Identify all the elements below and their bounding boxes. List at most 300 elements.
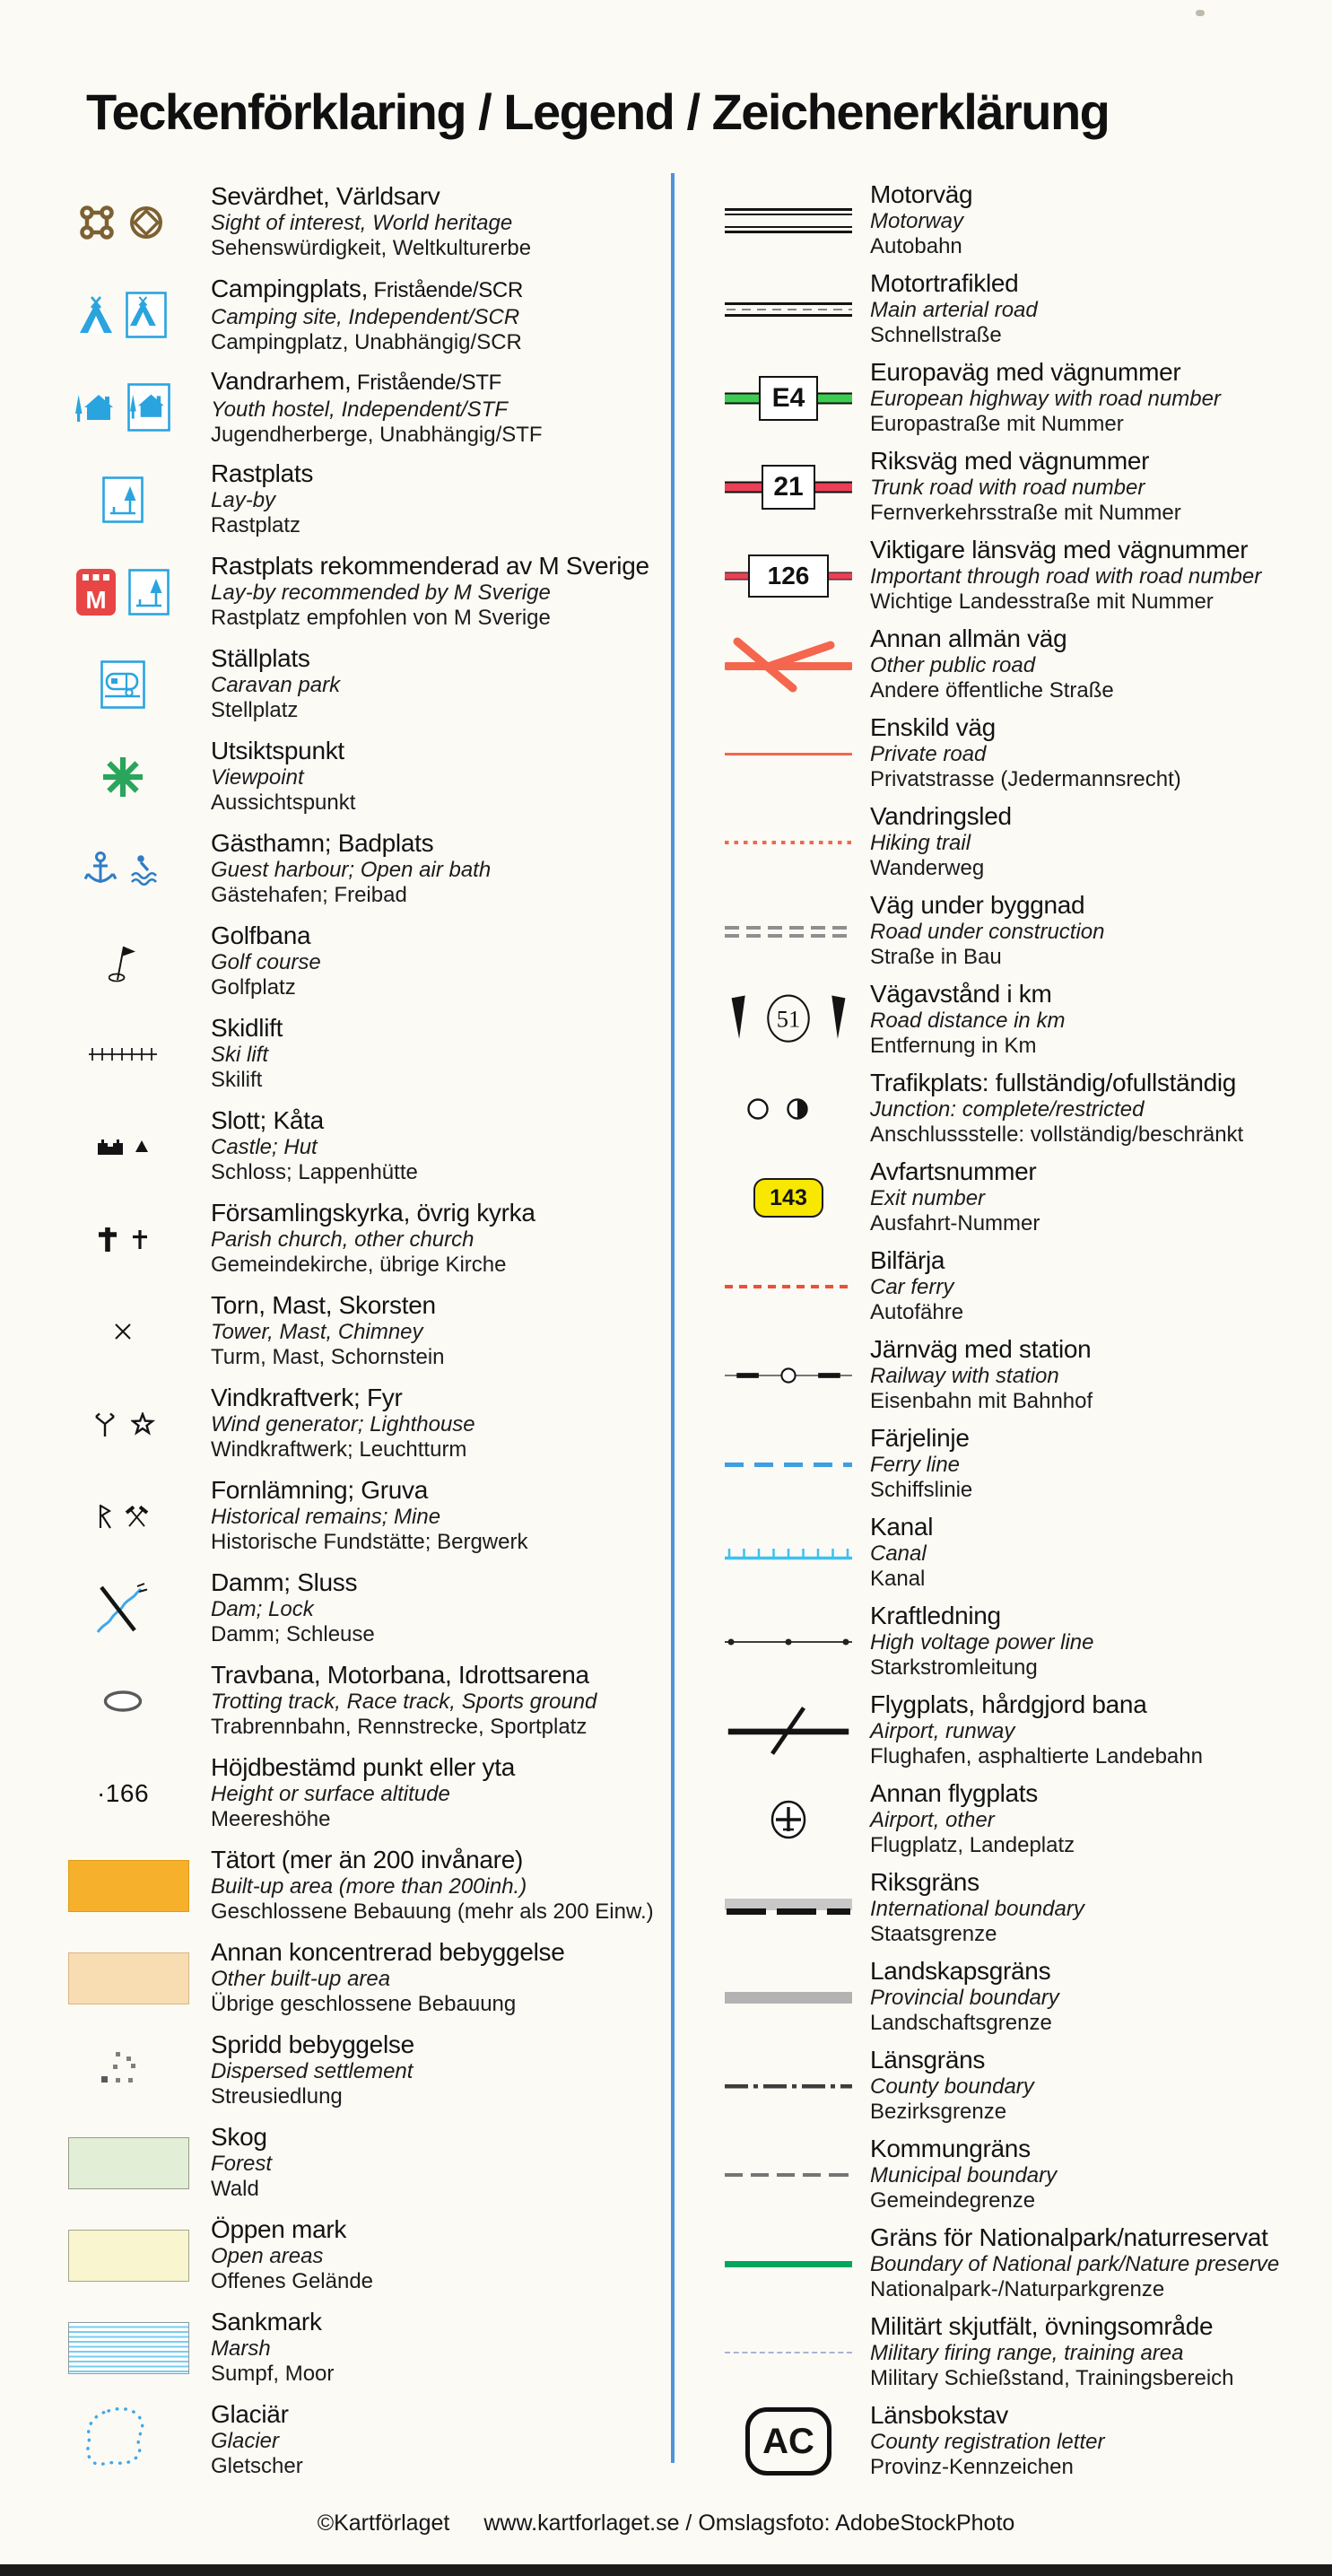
label-german: Autofähre [870, 1300, 964, 1324]
legend-item-labels [870, 1334, 1093, 1414]
legend-item-other-public-road [725, 622, 1326, 708]
label-english: Glacier [211, 2429, 280, 2453]
label-swedish: Sankmark [211, 2308, 322, 2336]
intl-boundary-icon [725, 1865, 852, 1952]
legend-item-labels [211, 458, 313, 538]
road-number-badge: E4 [759, 376, 818, 421]
legend-item-labels [870, 712, 1181, 792]
legend-item-lay-by-m-sverige [56, 549, 666, 635]
swatch-forest-icon [56, 2120, 190, 2206]
label-german: Schiffslinie [870, 1478, 973, 1502]
legend-item-labels [211, 1105, 418, 1185]
label-english: Important through road with road number [870, 564, 1262, 589]
label-swedish: Motorväg [870, 180, 973, 208]
label-swedish: Färjelinje [870, 1424, 970, 1452]
label-swedish: Rastplats [211, 459, 314, 487]
military-icon [725, 2310, 852, 2396]
swatch-builtup-icon [56, 1843, 190, 1929]
page-bottom-edge [0, 2564, 1332, 2576]
label-swedish: Viktigare länsväg med vägnummer [870, 536, 1249, 563]
label-swedish: Landskapsgräns [870, 1957, 1051, 1985]
legend-item-ferry-line [725, 1421, 1326, 1507]
exit-icon [725, 1155, 852, 1241]
legend-item-labels [211, 181, 531, 261]
label-english: Trunk road with road number [870, 476, 1145, 500]
label-swedish: Höjdbestämd punkt eller yta [211, 1753, 515, 1781]
legend-item-labels [211, 2399, 303, 2479]
legend-item-labels [211, 1937, 564, 2017]
label-german: Trabrennbahn, Rennstrecke, Sportplatz [211, 1715, 588, 1739]
legend-item-trunk-road [725, 444, 1326, 530]
label-english: Golf course [211, 950, 321, 974]
label-swedish: Sevärdhet, Världsarv [211, 182, 440, 210]
legend-item-labels [211, 1383, 475, 1463]
sports-oval-icon [56, 1658, 190, 1744]
label-english: Youth hostel, Independent/STF [211, 397, 508, 422]
legend-item-municipal-boundary [725, 2132, 1326, 2218]
label-english: Lay-by [211, 488, 276, 512]
legend-item-church [56, 1196, 666, 1282]
label-swedish: Kanal [870, 1513, 934, 1541]
label-english: Castle; Hut [211, 1135, 318, 1159]
label-english: Historical remains; Mine [211, 1505, 441, 1529]
legend-item-viewpoint [56, 734, 666, 820]
powerline-icon [725, 1599, 852, 1685]
label-german: Gästehafen; Freibad [211, 883, 407, 907]
canal-icon [725, 1510, 852, 1596]
label-swedish: Församlingskyrka, övrig kyrka [211, 1199, 535, 1227]
runway-icon [725, 1688, 852, 1774]
tower-mast-icon [56, 1288, 190, 1375]
label-swedish-suffix: Fristående/SCR [368, 278, 523, 302]
label-english: County boundary [870, 2074, 1034, 2099]
legend-item-tower-mast-chimney [56, 1288, 666, 1375]
label-german: Military Schießstand, Trainingsbereich [870, 2366, 1234, 2390]
label-german: Übrige geschlossene Bebauung [211, 1992, 517, 2016]
label-swedish: Vandrarhem, Fristående/STF [211, 367, 502, 395]
railway-icon [725, 1332, 852, 1419]
label-english: Road under construction [870, 920, 1105, 944]
label-swedish: Avfartsnummer [870, 1157, 1037, 1185]
legend-item-labels [870, 1068, 1243, 1148]
label-german: Wanderweg [870, 856, 985, 880]
legend-item-labels [211, 1198, 535, 1278]
legend-item-guest-harbour-bath [56, 826, 666, 913]
label-german: Europastraße mit Nummer [870, 412, 1124, 436]
label-german: Schloss; Lappenhütte [211, 1160, 418, 1184]
legend-item-labels [211, 2122, 272, 2202]
label-german: Landschaftsgrenze [870, 2011, 1052, 2035]
label-english: Motorway [870, 209, 964, 233]
label-german: Bezirksgrenze [870, 2100, 1007, 2124]
label-german: Historische Fundstätte; Bergwerk [211, 1530, 528, 1554]
legend-item-labels [211, 1660, 596, 1740]
label-german: Kanal [870, 1567, 926, 1591]
legend-item-dispersed-settlement [56, 2028, 666, 2114]
legend-item-built-up-area [56, 1843, 666, 1929]
legend-item-labels [870, 535, 1261, 615]
label-german: Staatsgrenze [870, 1922, 997, 1946]
label-german: Sehenswürdigkeit, Weltkulturerbe [211, 236, 532, 260]
label-swedish-suffix: Fristående/STF [351, 371, 502, 395]
label-swedish: Militärt skjutfält, övningsområde [870, 2312, 1214, 2340]
label-swedish: Riksväg med vägnummer [870, 447, 1150, 475]
label-english: Airport, runway [870, 1719, 1015, 1743]
county-letter-icon [725, 2398, 852, 2484]
scan-artifact-dot [1196, 10, 1205, 16]
label-english: Caravan park [211, 673, 341, 697]
column-divider-line [671, 173, 675, 2463]
label-english: Built-up area (more than 200inh.) [211, 1874, 527, 1899]
page-title: Teckenförklaring / Legend / Zeichenerklärung [86, 83, 1110, 140]
label-english: Parish church, other church [211, 1227, 474, 1252]
legend-item-sports-ground [56, 1658, 666, 1744]
label-swedish: Europaväg med vägnummer [870, 358, 1181, 386]
label-swedish: Gräns för Nationalpark/naturreservat [870, 2223, 1268, 2251]
label-german: Nationalpark-/Naturparkgrenze [870, 2277, 1165, 2301]
label-german: Ausfahrt-Nummer [870, 1211, 1040, 1236]
label-german: Fernverkehrsstraße mit Nummer [870, 501, 1181, 525]
legend-item-castle-hut [56, 1104, 666, 1190]
carferry-icon [725, 1244, 852, 1330]
label-german: Autobahn [870, 234, 962, 258]
label-swedish: Motortrafikled [870, 269, 1019, 297]
label-swedish: Travbana, Motorbana, Idrottsarena [211, 1661, 589, 1689]
label-english: Canal [870, 1541, 927, 1566]
skilift-icon [56, 1011, 190, 1097]
label-english: Exit number [870, 1186, 986, 1210]
label-english: Height or surface altitude [211, 1782, 450, 1806]
municipal-boundary-icon [725, 2132, 852, 2218]
label-german: Aussichtspunkt [211, 790, 356, 815]
label-german: Anschlussstelle: vollständig/beschränkt [870, 1122, 1244, 1147]
label-swedish: Tätort (mer än 200 invånare) [211, 1846, 523, 1873]
construction-icon [725, 888, 852, 974]
legend-item-camping-site [56, 272, 666, 358]
label-german: Eisenbahn mit Bahnhof [870, 1389, 1093, 1413]
svg-text:M: M [85, 586, 107, 614]
legend-item-open-land [56, 2213, 666, 2299]
label-german: Starkstromleitung [870, 1655, 1038, 1680]
legend-item-labels [870, 1601, 1093, 1681]
legend-item-labels [211, 921, 321, 1000]
legend-item-through-road [725, 533, 1326, 619]
label-english: Ferry line [870, 1453, 961, 1477]
label-english: Airport, other [870, 1808, 995, 1832]
legend-item-european-highway [725, 355, 1326, 441]
road-red-thin-icon [725, 533, 852, 619]
label-swedish: Utsiktspunkt [211, 737, 344, 764]
label-german: Geschlossene Bebauung (mehr als 200 Einw.) [211, 1899, 654, 1924]
legend-item-labels [211, 1475, 527, 1555]
legend-item-airport-runway [725, 1688, 1326, 1774]
legend-item-labels [211, 828, 491, 908]
label-english: Camping site, Independent/SCR [211, 305, 520, 329]
footer-info: www.kartforlaget.se / Omslagsfoto: AdobeStockPhoto [483, 2511, 1015, 2536]
legend-item-ski-lift [56, 1011, 666, 1097]
label-german: Gemeindekirche, übrige Kirche [211, 1253, 507, 1277]
label-swedish: Kraftledning [870, 1602, 1001, 1629]
legend-item-labels [870, 1157, 1040, 1236]
label-english: Other built-up area [211, 1967, 391, 1991]
label-swedish: Bilfärja [870, 1246, 945, 1274]
label-swedish: Golfbana [211, 921, 311, 949]
label-german: Straße in Bau [870, 945, 1002, 969]
legend-item-provincial-boundary [725, 1954, 1326, 2040]
swatch-peach-icon [56, 1935, 190, 2022]
label-swedish: Länsgräns [870, 2046, 986, 2074]
legend-item-labels [870, 624, 1114, 703]
ferryline-icon [725, 1421, 852, 1507]
church-icon [56, 1196, 190, 1282]
legend-item-sight-world-heritage [56, 179, 666, 266]
label-swedish: Annan flygplats [870, 1779, 1038, 1807]
label-swedish: Vägavstånd i km [870, 980, 1052, 1008]
label-swedish: Flygplats, hårdgjord bana [870, 1690, 1147, 1718]
camping-icon [56, 272, 190, 358]
label-german: Sumpf, Moor [211, 2362, 335, 2386]
legend-item-labels [870, 179, 972, 259]
label-english: Viewpoint [211, 765, 304, 790]
label-swedish: Vandringsled [870, 802, 1012, 830]
label-english: Ski lift [211, 1043, 269, 1067]
label-german: Rastplatz [211, 513, 301, 537]
label-english: Open areas [211, 2244, 324, 2268]
legend-item-labels [211, 2214, 373, 2294]
label-swedish: Damm; Sluss [211, 1568, 358, 1596]
legend-item-labels [211, 1290, 445, 1370]
label-swedish: Skidlift [211, 1014, 283, 1042]
road-number-badge: 21 [762, 465, 815, 510]
legend-item-canal [725, 1510, 1326, 1596]
label-german: Entfernung in Km [870, 1034, 1037, 1058]
legend-item-forest [56, 2120, 666, 2206]
legend-item-county-boundary [725, 2043, 1326, 2129]
label-swedish: Vindkraftverk; Fyr [211, 1384, 403, 1411]
legend-item-junction [725, 1066, 1326, 1152]
label-german: Windkraftwerk; Leuchtturm [211, 1437, 467, 1462]
label-german: Privatstrasse (Jedermannsrecht) [870, 767, 1181, 791]
label-swedish: Slott; Kåta [211, 1106, 324, 1134]
legend-item-wind-generator-lighthouse [56, 1381, 666, 1467]
legend-item-hiking-trail [725, 799, 1326, 886]
dispersed-icon [56, 2028, 190, 2114]
legend-item-labels [211, 1845, 654, 1925]
distance-icon [725, 977, 852, 1063]
label-english: Trotting track, Race track, Sports ground [211, 1690, 597, 1714]
remains-mine-icon [56, 1473, 190, 1559]
legend-item-private-road [725, 711, 1326, 797]
label-german: Skilift [211, 1068, 263, 1092]
label-german: Meereshöhe [211, 1807, 331, 1831]
castle-hut-icon [56, 1104, 190, 1190]
viewpoint-icon [56, 734, 190, 820]
label-english: European highway with road number [870, 387, 1221, 411]
label-german: Gletscher [211, 2454, 303, 2478]
prov-boundary-icon [725, 1954, 852, 2040]
legend-item-labels [211, 1752, 515, 1832]
label-swedish: Järnväg med station [870, 1335, 1092, 1363]
label-swedish: Öppen mark [211, 2215, 347, 2243]
label-english: Boundary of National park/Nature preserve [870, 2252, 1280, 2276]
legend-item-labels [870, 2311, 1234, 2391]
legend-item-labels [870, 1867, 1084, 1947]
label-swedish: Kommungräns [870, 2135, 1031, 2162]
airport-other-icon [725, 1777, 852, 1863]
label-german: Gemeindegrenze [870, 2188, 1036, 2213]
legend-item-dam-lock [56, 1566, 666, 1652]
legend-item-labels [870, 2134, 1057, 2214]
label-swedish: Torn, Mast, Skorsten [211, 1291, 436, 1319]
legend-item-youth-hostel [56, 364, 666, 450]
height-point-icon [56, 1751, 190, 1837]
other-road-icon [725, 622, 852, 708]
label-german: Damm; Schleuse [211, 1622, 375, 1646]
legend-item-labels [870, 1512, 933, 1592]
junction-icon [725, 1066, 852, 1152]
label-german: Golfplatz [211, 975, 296, 1000]
swatch-marsh-icon [56, 2305, 190, 2391]
legend-item-labels [870, 801, 1012, 881]
label-english: International boundary [870, 1897, 1084, 1921]
label-english: Tower, Mast, Chimney [211, 1320, 423, 1344]
label-english: Lay-by recommended by M Sverige [211, 581, 551, 605]
legend-item-labels [870, 1423, 972, 1503]
dam-lock-icon [56, 1566, 190, 1652]
label-english: Junction: complete/restricted [870, 1097, 1145, 1122]
legend-item-labels [870, 1778, 1075, 1858]
label-english: Other public road [870, 653, 1036, 677]
label-german: Stellplatz [211, 698, 299, 722]
label-swedish: Campingplats, Fristående/SCR [211, 275, 523, 302]
label-english: Dam; Lock [211, 1597, 314, 1621]
exit-number-badge: 143 [753, 1178, 823, 1218]
road-green-icon [725, 355, 852, 441]
height-value: ·166 [96, 1779, 150, 1807]
legend-item-labels [211, 1567, 375, 1647]
legend-item-arterial-road [725, 266, 1326, 353]
legend-item-remains-mine [56, 1473, 666, 1559]
legend-item-national-park-boundary [725, 2221, 1326, 2307]
label-german: Andere öffentliche Straße [870, 678, 1114, 703]
hiking-icon [725, 799, 852, 886]
label-german: Jugendherberge, Unabhängig/STF [211, 423, 543, 447]
label-swedish: Enskild väg [870, 713, 996, 741]
label-english: Forest [211, 2152, 273, 2176]
legend-item-other-built-up-area [56, 1935, 666, 2022]
label-english: Guest harbour; Open air bath [211, 858, 492, 882]
footer-copyright: ©Kartförlaget [317, 2511, 450, 2536]
county-letter-badge: AC [745, 2407, 831, 2476]
legend-item-glacier [56, 2397, 666, 2484]
layby-icon [56, 457, 190, 543]
swatch-open-icon [56, 2213, 190, 2299]
footer [0, 2511, 1332, 2537]
label-swedish: Ställplats [211, 644, 310, 672]
sight-worldheritage-icon [56, 179, 190, 266]
label-english: Railway with station [870, 1364, 1059, 1388]
legend-item-military-area [725, 2310, 1326, 2396]
label-english: Wind generator; Lighthouse [211, 1412, 475, 1436]
label-english: Car ferry [870, 1275, 954, 1299]
label-english: High voltage power line [870, 1630, 1094, 1655]
legend-item-labels [870, 1690, 1203, 1769]
label-english: Road distance in km [870, 1009, 1066, 1033]
caravan-icon [56, 642, 190, 728]
label-swedish: Skog [211, 2123, 267, 2151]
label-german: Campingplatz, Unabhängig/SCR [211, 330, 522, 354]
legend-item-labels [211, 643, 340, 723]
label-german: Flugplatz, Landeplatz [870, 1833, 1075, 1857]
label-german: Provinz-Kennzeichen [870, 2455, 1074, 2479]
label-german: Streusiedlung [211, 2084, 343, 2109]
legend-item-labels [211, 274, 523, 355]
msverige-layby-icon [56, 549, 190, 635]
label-english: Military firing range, training area [870, 2341, 1184, 2365]
legend-item-power-line [725, 1599, 1326, 1685]
hostel-icon [56, 364, 190, 450]
label-swedish: Gästhamn; Badplats [211, 829, 434, 857]
legend-item-labels [870, 2400, 1104, 2480]
wind-lighthouse-icon [56, 1381, 190, 1467]
label-english: Hiking trail [870, 831, 971, 855]
label-english: County registration letter [870, 2430, 1105, 2454]
legend-item-marsh [56, 2305, 666, 2391]
legend-item-labels [870, 2045, 1034, 2125]
harbour-bath-icon [56, 826, 190, 913]
legend-item-road-distance [725, 977, 1326, 1063]
label-german: Rastplatz empfohlen von M Sverige [211, 606, 551, 630]
legend-item-labels [211, 551, 649, 631]
label-english: Private road [870, 742, 987, 766]
label-swedish: Väg under byggnad [870, 891, 1085, 919]
legend-item-labels [870, 268, 1038, 348]
legend-item-labels [211, 736, 355, 816]
label-swedish: Fornlämning; Gruva [211, 1476, 429, 1504]
road-number-badge: 126 [748, 554, 829, 598]
legend-item-labels [870, 979, 1065, 1059]
legend-item-international-boundary [725, 1865, 1326, 1952]
glacier-icon [56, 2397, 190, 2484]
label-german: Flughafen, asphaltierte Landebahn [870, 1744, 1203, 1768]
private-road-icon [725, 711, 852, 797]
legend-item-golf-course [56, 919, 666, 1005]
legend-item-labels [870, 446, 1181, 526]
label-swedish: Trafikplats: fullständig/ofullständig [870, 1069, 1237, 1096]
legend-item-labels [870, 890, 1105, 970]
label-english: Marsh [211, 2336, 271, 2361]
arterial-icon [725, 266, 852, 353]
label-english: Provincial boundary [870, 1986, 1059, 2010]
label-german: Wald [211, 2177, 259, 2201]
legend-item-exit-number [725, 1155, 1326, 1241]
label-german: Wichtige Landesstraße mit Nummer [870, 589, 1214, 614]
legend-item-caravan-park [56, 642, 666, 728]
legend-item-height-point [56, 1751, 666, 1837]
legend-item-labels [211, 2030, 414, 2109]
label-swedish: Rastplats rekommenderad av M Sverige [211, 552, 649, 580]
label-german: Offenes Gelände [211, 2269, 374, 2293]
legend-item-labels [211, 366, 543, 448]
motorway-icon [725, 178, 852, 264]
label-english: Sight of interest, World heritage [211, 211, 513, 235]
label-swedish: Annan allmän väg [870, 624, 1067, 652]
label-swedish: Riksgräns [870, 1868, 979, 1896]
legend-item-labels [870, 2222, 1279, 2302]
label-german: Turm, Mast, Schornstein [211, 1345, 445, 1369]
svg-text:51: 51 [776, 1005, 801, 1033]
legend-item-motorway [725, 178, 1326, 264]
